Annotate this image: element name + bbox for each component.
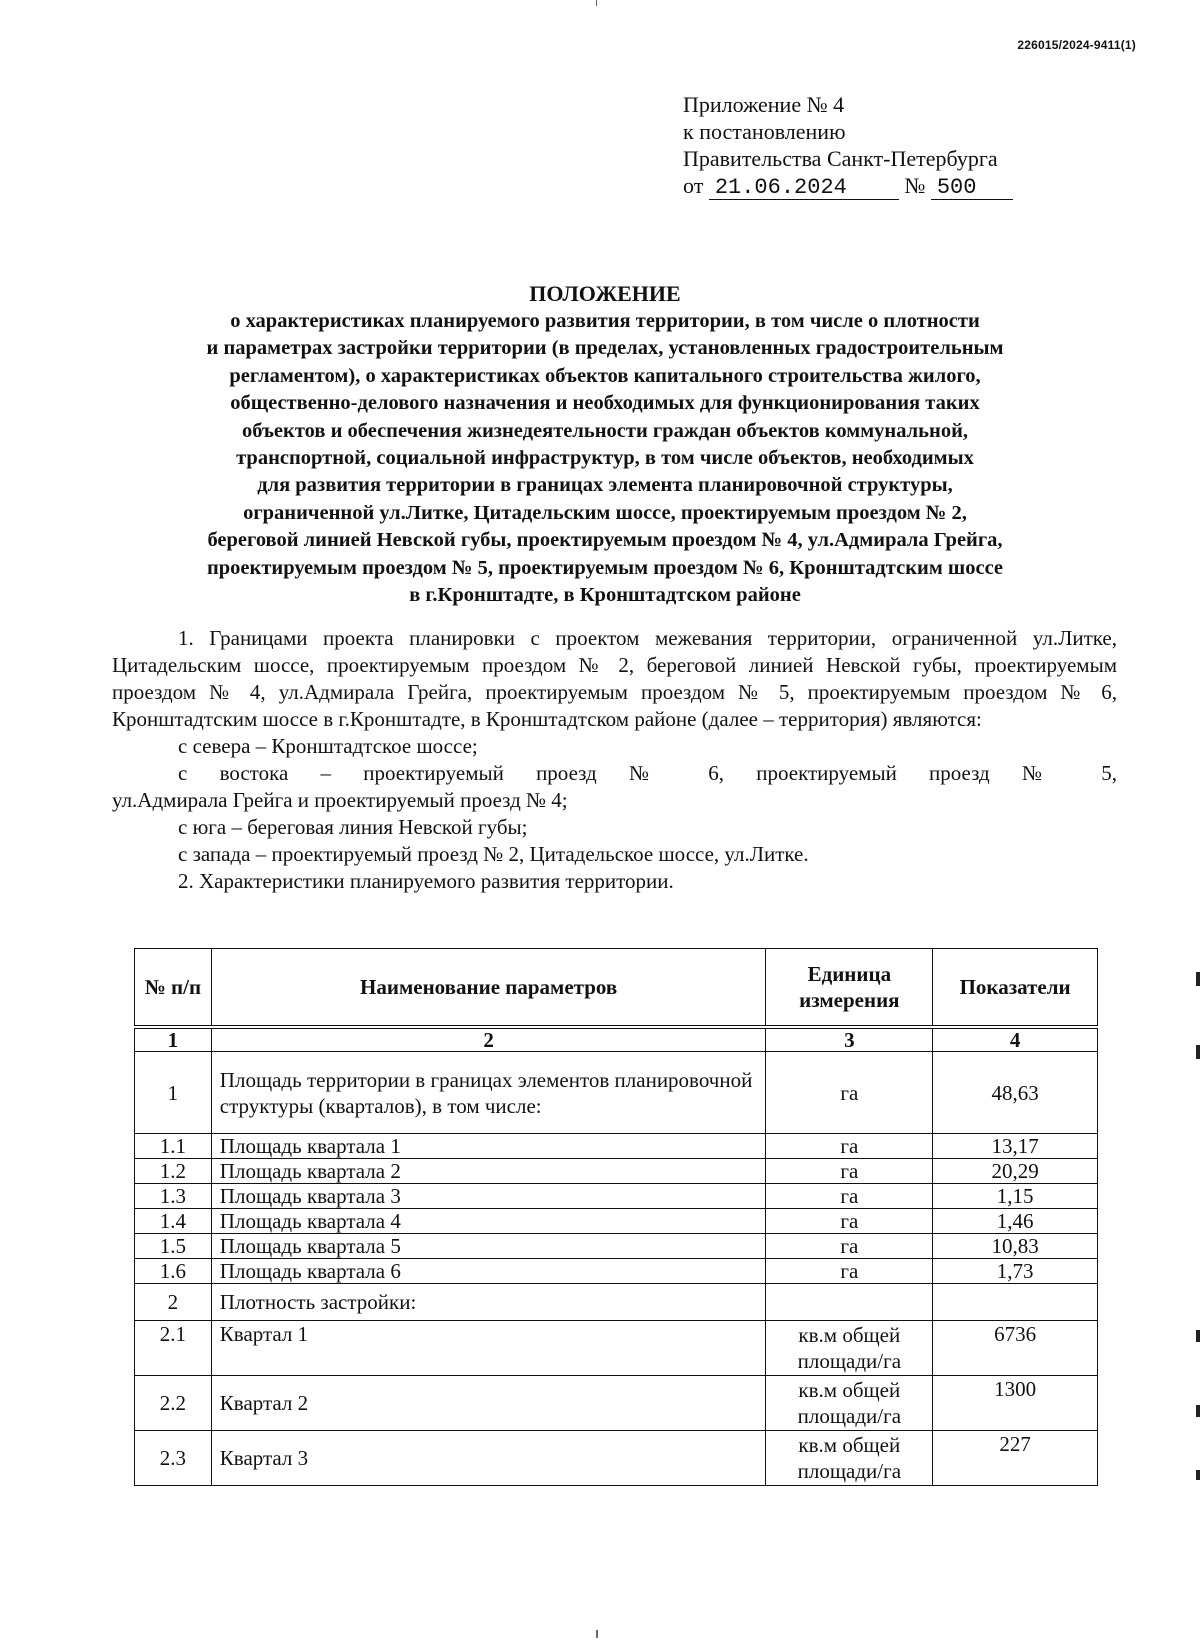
document-id: 226015/2024-9411(1) xyxy=(1017,38,1136,52)
row-name: Площадь квартала 4 xyxy=(211,1209,766,1234)
title-line: ограниченной ул.Литке, Цитадельским шоссе, проектируемым проездом № 2, xyxy=(243,501,967,524)
row-value: 227 xyxy=(933,1431,1098,1486)
header-value: Показатели xyxy=(933,949,1098,1028)
row-unit: га xyxy=(766,1259,933,1284)
table-row xyxy=(135,1234,1098,1259)
col-number: 3 xyxy=(766,1027,933,1052)
number-label: № xyxy=(904,173,926,198)
row-value: 13,17 xyxy=(933,1134,1098,1159)
title-line: регламентом), о характеристиках объектов капитального строительства жилого, xyxy=(229,364,981,387)
row-num: 1.5 xyxy=(135,1234,212,1259)
scan-speck xyxy=(596,0,597,6)
row-name: Квартал 2 xyxy=(211,1376,766,1431)
row-num: 2.3 xyxy=(135,1431,212,1486)
title-line: и параметрах застройки территории (в пределах, установленных градостроительным xyxy=(206,337,1004,360)
title-line: транспортной, социальной инфраструктур, в том числе объектов, необходимых xyxy=(236,447,974,470)
row-name: Квартал 1 xyxy=(211,1321,766,1376)
row-num: 2.2 xyxy=(135,1376,212,1431)
table-row xyxy=(135,1376,1098,1431)
title-line: проектируемым проездом № 5, проектируемым проездом № 6, Кронштадтским шоссе xyxy=(206,556,1004,579)
parameters-table xyxy=(134,948,1098,1486)
from-label: от xyxy=(683,173,704,198)
col-number: 4 xyxy=(933,1027,1098,1052)
row-name: Плотность застройки: xyxy=(211,1284,766,1321)
row-value: 48,63 xyxy=(933,1052,1098,1134)
title-subtitle xyxy=(110,308,1100,609)
appendix-line-date xyxy=(683,172,1013,200)
table-header-row xyxy=(135,949,1098,1028)
scan-mark xyxy=(1196,1330,1200,1342)
title-line: о характеристиках планируемого развития территории, в том числе о плотности xyxy=(230,310,980,332)
boundary-east-line-2: ул.Адмирала Грейга и проектируемый проезд № 4; xyxy=(112,788,568,812)
row-value: 1,15 xyxy=(933,1184,1098,1209)
row-num: 2.1 xyxy=(135,1321,212,1376)
boundary-south: с юга – береговая линия Невской губы; xyxy=(178,815,528,839)
title-line: объектов и обеспечения жизнедеятельности граждан объектов коммунальной, xyxy=(241,419,969,442)
boundary-north: с севера – Кронштадтское шоссе; xyxy=(178,734,478,758)
row-num: 1.2 xyxy=(135,1159,212,1184)
header-unit: Единица измерения xyxy=(766,949,933,1028)
table-row xyxy=(135,1134,1098,1159)
document-title xyxy=(110,280,1100,609)
row-value: 1,73 xyxy=(933,1259,1098,1284)
row-unit: га xyxy=(766,1052,933,1134)
header-name: Наименование параметров xyxy=(211,949,766,1028)
title-main: ПОЛОЖЕНИЕ xyxy=(529,281,681,306)
scan-mark xyxy=(1196,1405,1200,1417)
row-name: Площадь квартала 3 xyxy=(211,1184,766,1209)
row-num: 1.4 xyxy=(135,1209,212,1234)
row-unit: кв.м общей площади/га xyxy=(766,1376,933,1431)
row-name: Площадь квартала 6 xyxy=(211,1259,766,1284)
table-row xyxy=(135,1052,1098,1134)
scan-speck xyxy=(596,1630,598,1638)
row-num: 1.3 xyxy=(135,1184,212,1209)
appendix-line-2: к постановлению xyxy=(683,119,846,144)
row-value xyxy=(933,1284,1098,1321)
boundary-west: с запада – проектируемый проезд № 2, Цитадельское шоссе, ул.Литке. xyxy=(178,842,809,866)
row-unit: га xyxy=(766,1159,933,1184)
scan-mark xyxy=(1196,1045,1200,1059)
row-unit: га xyxy=(766,1234,933,1259)
resolution-date: 21.06.2024 xyxy=(709,177,899,200)
title-line: для развития территории в границах элемента планировочной структуры, xyxy=(257,474,953,497)
row-name: Квартал 3 xyxy=(211,1431,766,1486)
row-unit: кв.м общей площади/га xyxy=(766,1431,933,1486)
appendix-line-1: Приложение № 4 xyxy=(683,92,845,117)
paragraph-2: 2. Характеристики планируемого развития территории. xyxy=(178,869,674,893)
boundary-east-line-1: с востока – проектируемый проезд № 6, проектируемый проезд № 5, xyxy=(178,761,1117,785)
row-name: Площадь квартала 1 xyxy=(211,1134,766,1159)
table-row xyxy=(135,1284,1098,1321)
row-value: 1300 xyxy=(933,1376,1098,1431)
row-unit: га xyxy=(766,1184,933,1209)
row-unit: кв.м общей площади/га xyxy=(766,1321,933,1376)
row-num: 2 xyxy=(135,1284,212,1321)
header-num: № п/п xyxy=(135,949,212,1028)
row-num: 1.1 xyxy=(135,1134,212,1159)
table-row xyxy=(135,1431,1098,1486)
appendix-block xyxy=(683,91,1013,200)
table-row xyxy=(135,1259,1098,1284)
row-unit xyxy=(766,1284,933,1321)
title-line: общественно-делового назначения и необходимых для функционирования таких xyxy=(230,392,980,415)
row-num: 1.6 xyxy=(135,1259,212,1284)
appendix-line-3: Правительства Санкт-Петербурга xyxy=(683,146,998,171)
table-row xyxy=(135,1159,1098,1184)
resolution-number: 500 xyxy=(931,177,1013,200)
table-row xyxy=(135,1184,1098,1209)
table-row xyxy=(135,1209,1098,1234)
row-value: 6736 xyxy=(933,1321,1098,1376)
row-name: Площадь квартала 5 xyxy=(211,1234,766,1259)
paragraph-1: 1. Границами проекта планировки с проектом межевания территории, ограниченной ул.Литке, Цитадельским шоссе, проектируемым проездом № 2, береговой линией Невской губы, проектируемым проездом № 4, ул.Адмирала Грейга, проектируемым проездом № 5, проектируемым проездом № 6, Кронштадтским шоссе в г.Кронштадте, в Кронштадтском районе (далее – территория) являются: xyxy=(112,626,1117,731)
row-name: Площадь территории в границах элементов планировочной структуры (кварталов), в том числе: xyxy=(211,1052,766,1134)
row-unit: га xyxy=(766,1209,933,1234)
row-value: 1,46 xyxy=(933,1209,1098,1234)
col-number: 1 xyxy=(135,1027,212,1052)
column-numbers-row xyxy=(135,1027,1098,1052)
row-value: 10,83 xyxy=(933,1234,1098,1259)
row-value: 20,29 xyxy=(933,1159,1098,1184)
row-name: Площадь квартала 2 xyxy=(211,1159,766,1184)
title-line: в г.Кронштадте, в Кронштадтском районе xyxy=(409,584,801,607)
scan-mark xyxy=(1196,972,1200,986)
col-number: 2 xyxy=(211,1027,766,1052)
title-line: береговой линией Невской губы, проектируемым проездом № 4, ул.Адмирала Грейга, xyxy=(207,529,1003,552)
row-unit: га xyxy=(766,1134,933,1159)
scan-mark xyxy=(1196,1470,1200,1480)
document-body xyxy=(112,625,1117,895)
row-num: 1 xyxy=(135,1052,212,1134)
table-row xyxy=(135,1321,1098,1376)
